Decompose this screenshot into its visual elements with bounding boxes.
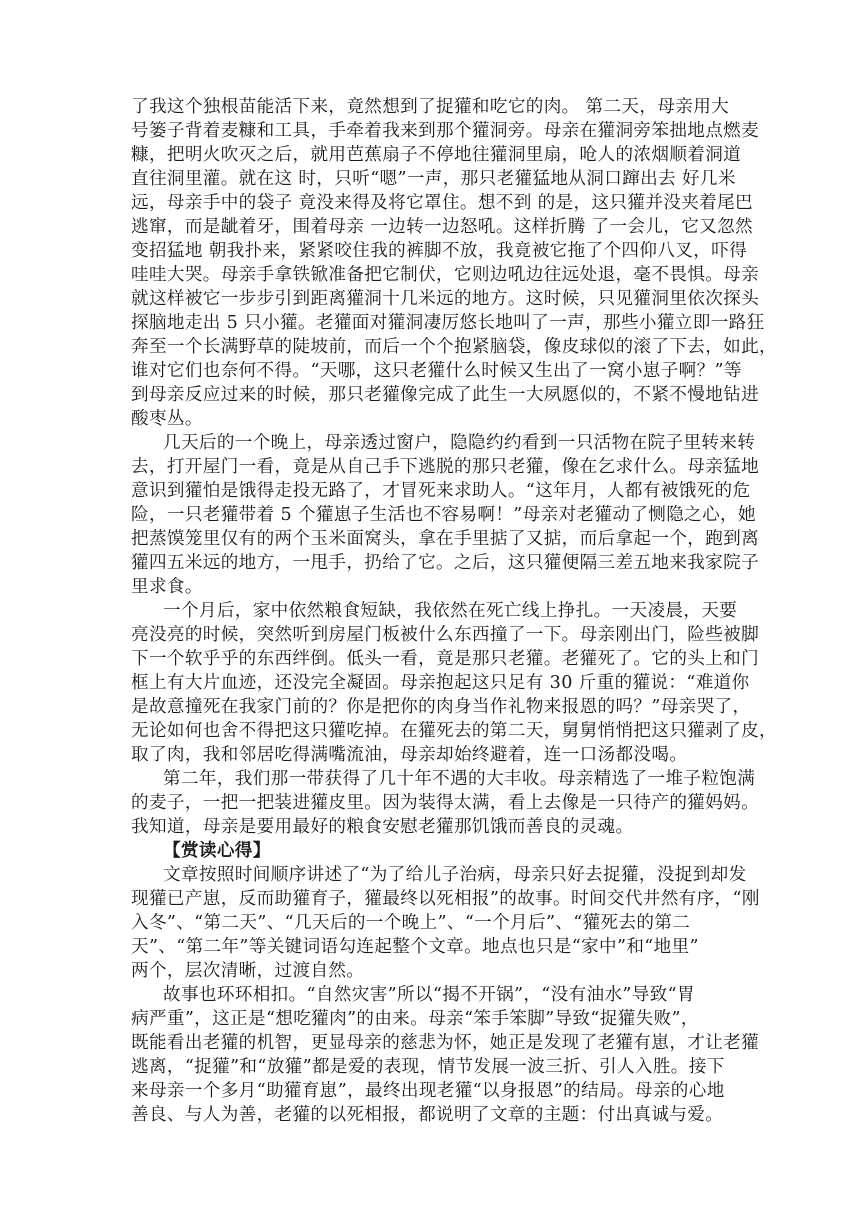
text-line: 既能看出老獾的机智，更显母亲的慈悲为怀，她正是发现了老獾有崽，才让老獾 — [131, 1033, 760, 1053]
text-line: 了我这个独根苗能活下来，竟然想到了捉獾和吃它的肉。 第二天，母亲用大 — [131, 97, 730, 117]
text-line: 险，一只老獾带着 5 个獾崽子生活也不容易啊！”母亲对老獾动了恻隐之心，她 — [131, 505, 756, 525]
paragraph-start-line: 故事也环环相扣。“自然灾害”所以“揭不开锅”，“没有油水”导致“胃 — [163, 985, 695, 1005]
paragraph-start-line: 文章按照时间顺序讲述了“为了给儿子治病，母亲只好去捉獾，没捉到却发 — [163, 865, 747, 885]
text-line: 取了肉，我和邻居吃得满嘴流油，母亲却始终避着，连一口汤都没喝。 — [131, 745, 688, 765]
text-line: 酸枣丛。 — [131, 409, 203, 429]
text-line: 框上有大片血迹，还没完全凝固。母亲抱起这只足有 30 斤重的獾说：“难道你 — [131, 673, 750, 693]
section-heading: 【赏读心得】 — [163, 840, 271, 861]
text-line: 哇哇大哭。母亲手拿铁锨准备把它制伏，它则边吼边往远处退，毫不畏惧。母亲 — [131, 265, 760, 285]
paragraph-start-line: 几天后的一个晚上，母亲透过窗户，隐隐约约看到一只活物在院子里转来转 — [163, 433, 756, 453]
text-line: 獾四五米远的地方，一甩手，扔给了它。之后，这只獾便隔三差五地来我家院子 — [131, 553, 760, 573]
text-line: 去，打开屋门一看，竟是从自己手下逃脱的那只老獾，像在乞求什么。母亲猛地 — [131, 457, 760, 477]
text-line: 无论如何也舍不得把这只獾吃掉。在獾死去的第二天，舅舅悄悄把这只獾剥了皮， — [131, 721, 777, 741]
text-line: 探脑地走出 5 只小獾。老獾面对獾洞凄厉悠长地叫了一声，那些小獾立即一路狂 — [131, 313, 765, 333]
text-line: 意识到獾怕是饿得走投无路了，才冒死来求助人。“这年月，人都有被饿死的危 — [131, 481, 751, 501]
text-line: 亮没亮的时候，突然听到房屋门板被什么东西撞了一下。母亲刚出门，险些被脚 — [131, 625, 760, 645]
text-line: 糠，把明火吹灭之后，就用芭蕉扇子不停地往獾洞里扇，呛人的浓烟顺着洞道 — [131, 145, 742, 165]
paragraph-start-line: 第二年，我们那一带获得了几十年不遇的大丰收。母亲精选了一堆子粒饱满 — [163, 769, 756, 789]
text-line: 到母亲反应过来的时候，那只老獾像完成了此生一大夙愿似的，不紧不慢地钻进 — [131, 385, 760, 405]
paragraph-start-line: 一个月后，家中依然粮食短缺，我依然在死亡线上挣扎。一天凌晨，天要 — [163, 601, 738, 621]
text-line: 善良、与人为善，老獾的以死相报，都说明了文章的主题：付出真诚与爱。 — [131, 1105, 724, 1125]
text-line: 把蒸馍笼里仅有的两个玉米面窝头，拿在手里掂了又掂，而后拿起一个，跑到离 — [131, 529, 760, 549]
text-line: 逃窜，而是龇着牙，围着母亲 一边转一边怒吼。这样折腾 了一会儿，它又忽然 — [131, 217, 753, 237]
text-line: 病严重”，这正是“想吃獾肉”的由来。母亲“笨手笨脚”导致“捉獾失败”， — [131, 1009, 699, 1029]
text-line: 现獾已产崽，反而助獾育子，獾最终以死相报”的故事。时间交代井然有序，“刚 — [131, 889, 760, 909]
text-line: 就这样被它一步步引到距离獾洞十几米远的地方。这时候，只见獾洞里依次探头 — [131, 289, 760, 309]
text-line: 奔至一个长满野草的陡坡前，而后一个个抱紧脑袋，像皮球似的滚了下去，如此， — [131, 337, 777, 357]
text-line: 下一个软乎乎的东西绊倒。低头一看，竟是那只老獾。老獾死了。它的头上和门 — [131, 649, 760, 669]
article-body — [131, 95, 777, 1127]
text-line: 我知道，母亲是要用最好的粮食安慰老獾那饥饿而善良的灵魂。 — [131, 817, 634, 837]
text-line: 入冬”、“第二天”、“几天后的一个晚上”、“一个月后”、“獾死去的第二 — [131, 913, 691, 933]
text-line: 变招猛地 朝我扑来，紧紧咬住我的裤脚不放，我竟被它拖了个四仰八叉，吓得 — [131, 241, 748, 261]
text-line: 两个，层次清晰，过渡自然。 — [131, 961, 365, 981]
text-line: 逃离，“捉獾”和“放獾”都是爱的表现，情节发展一波三折、引人入胜。接下 — [131, 1057, 725, 1077]
text-line: 远，母亲手中的袋子 竟没来得及将它罩住。想不到 的是，这只獾并没夹着尾巴 — [131, 193, 753, 213]
text-line: 天”、“第二年”等关键词语勾连起整个文章。地点也只是“家中”和“地里” — [131, 937, 699, 957]
text-line: 直往洞里灌。就在这 时，只听“嗯”一声，那只老獾猛地从洞口蹿出去 好几米 — [131, 169, 736, 189]
text-line: 谁对它们也奈何不得。“天哪，这只老獾什么时候又生出了一窝小崽子啊？”等 — [131, 361, 742, 381]
text-line: 来母亲一个多月“助獾育崽”，最终出现老獾“以身报恩”的结局。母亲的心地 — [131, 1081, 725, 1101]
text-line: 号篓子背着麦糠和工具，手牵着我来到那个獾洞旁。母亲在獾洞旁笨拙地点燃麦 — [131, 121, 760, 141]
text-line: 里求食。 — [131, 577, 203, 597]
text-line: 的麦子，一把一把装进獾皮里。因为装得太满，看上去像是一只待产的獾妈妈。 — [131, 793, 760, 813]
text-line: 是故意撞死在我家门前的？你是把你的肉身当作礼物来报恩的吗？”母亲哭了， — [131, 697, 751, 717]
